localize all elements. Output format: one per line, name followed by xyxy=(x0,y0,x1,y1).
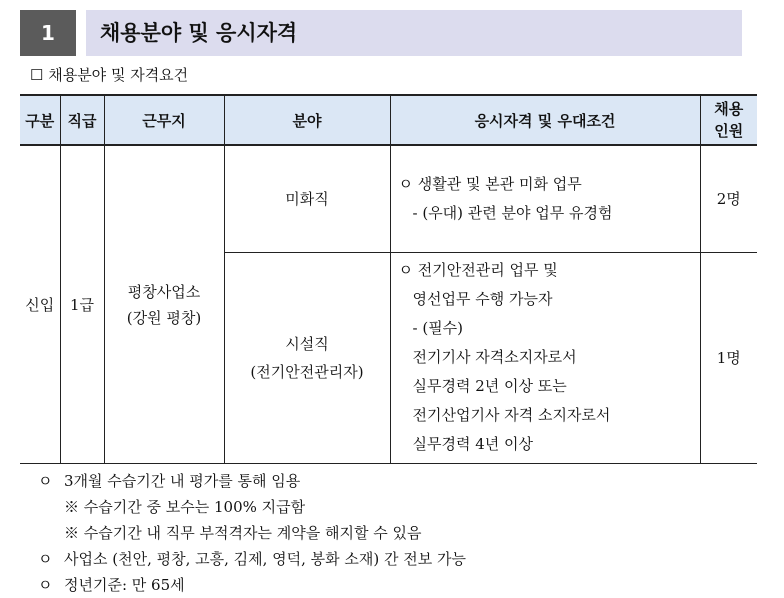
recruitment-table xyxy=(20,94,757,464)
list-item: ㅇ 정년기준: 만 65세 xyxy=(38,572,466,598)
header-location: 근무지 xyxy=(104,95,224,145)
table-row xyxy=(20,145,757,252)
list-item: ※ 수습기간 내 직무 부적격자는 계약을 해지할 수 있음 xyxy=(64,524,422,542)
bullet-icon: ㅇ xyxy=(38,472,53,490)
bullet-icon: ㅇ xyxy=(38,576,53,594)
section-header xyxy=(20,10,742,56)
header-qualification: 응시자격 및 우대조건 xyxy=(390,95,700,145)
section-title: 채용분야 및 응시자격 xyxy=(86,10,742,56)
header-grade: 직급 xyxy=(60,95,104,145)
header-hires: 채용 인원 xyxy=(700,95,757,145)
notes-list xyxy=(38,468,466,598)
bullet-icon: ㅇ xyxy=(38,550,53,568)
field-cell: 시설직 (전기안전관리자) xyxy=(224,252,390,464)
header-division: 구분 xyxy=(20,95,60,145)
section-number: 1 xyxy=(20,10,76,56)
qualification-cell: ㅇ 전기안전관리 업무 및 영선업무 수행 가능자 - (필수) 전기기사 자격소지자로서 실무경력 2년 이상 또는 전기산업기사 자격 소지자로서 실무경력 4년 이상 xyxy=(390,252,700,464)
hires-cell: 1명 xyxy=(700,252,757,464)
grade-cell: 1급 xyxy=(60,145,104,464)
location-cell: 평창사업소 (강원 평창) xyxy=(104,145,224,464)
division-cell: 신입 xyxy=(20,145,60,464)
subheading: ☐ 채용분야 및 자격요건 xyxy=(30,66,189,84)
field-cell: 미화직 xyxy=(224,145,390,252)
list-item: ㅇ 3개월 수습기간 내 평가를 통해 임용 xyxy=(38,468,466,494)
qualification-cell: ㅇ 생활관 및 본관 미화 업무 - (우대) 관련 분야 업무 유경험 xyxy=(390,145,700,252)
list-item: ㅇ 사업소 (천안, 평창, 고흥, 김제, 영덕, 봉화 소재) 간 전보 가능 xyxy=(38,546,466,572)
table-header-row xyxy=(20,95,757,145)
list-item: ※ 수습기간 중 보수는 100% 지급함 xyxy=(64,498,306,516)
header-field: 분야 xyxy=(224,95,390,145)
hires-cell: 2명 xyxy=(700,145,757,252)
